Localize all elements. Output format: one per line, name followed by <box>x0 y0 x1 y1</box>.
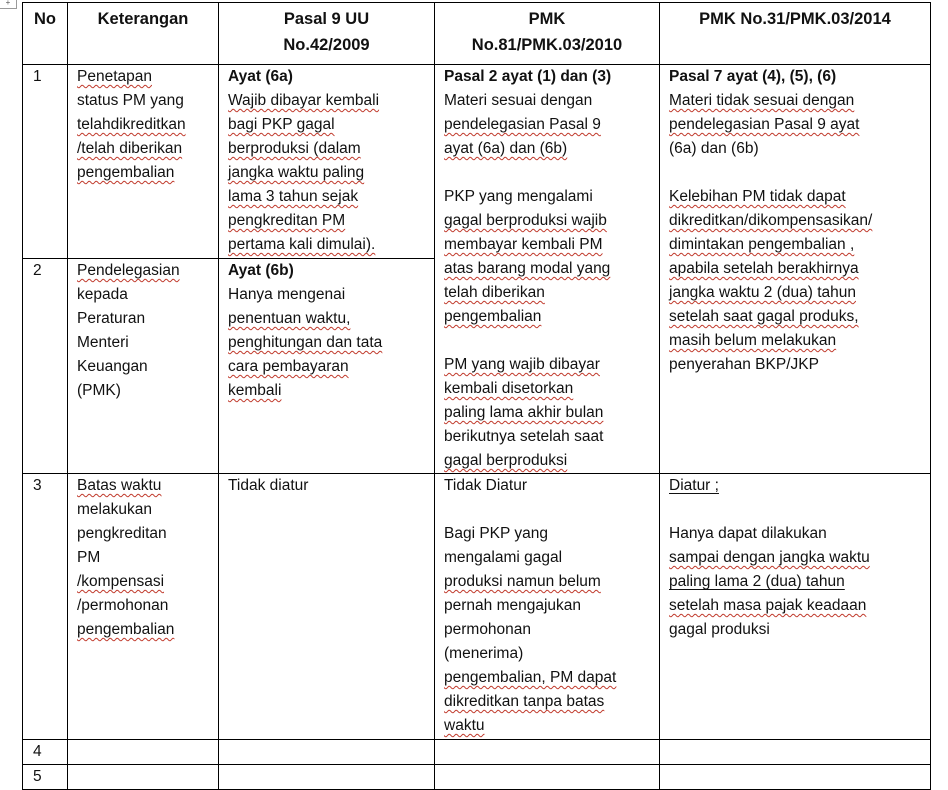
empty-cell <box>219 740 435 765</box>
pmk81-line: berikutnya setelah saat <box>444 428 604 445</box>
header-pasal9-line: Pasal 9 UU <box>283 10 370 28</box>
empty-cell <box>219 765 435 790</box>
pmk81-line: PKP yang mengalami <box>444 188 593 205</box>
table-row <box>23 765 931 790</box>
pasal9-line: Wajib dibayar kembali <box>228 92 380 109</box>
empty-cell <box>68 740 219 765</box>
pmk81-line: pengembalian, PM dapat <box>444 669 617 686</box>
row-number: 3 <box>23 474 68 740</box>
pmk31-line: Materi tidak sesuai dengan <box>669 92 855 109</box>
pasal9-cell <box>219 474 435 740</box>
pmk81-line: ayat (6a) dan (6b) <box>444 140 568 157</box>
pmk31-line: Kelebihan PM tidak dapat <box>669 188 846 205</box>
table-row <box>23 474 931 740</box>
pasal9-line: pertama kali dimulai). <box>228 236 376 253</box>
keterangan-line: Keuangan <box>77 357 148 375</box>
pmk81-line: telah diberikan <box>444 284 545 301</box>
pmk81-line: atas barang modal yang <box>444 260 611 277</box>
pmk31-line: (6a) dan (6b) <box>669 140 759 157</box>
pasal9-cell <box>219 65 435 259</box>
pmk31-title: Pasal 7 ayat (4), (5), (6) <box>669 68 837 85</box>
pmk31-line: setelah masa pajak keadaan <box>669 597 867 614</box>
pasal9-line: lama 3 tahun sejak <box>228 188 359 205</box>
keterangan-line: Pendelegasian <box>77 261 180 279</box>
pasal9-line: penentuan waktu, <box>228 309 351 327</box>
header-pmk31: PMK No.31/PMK.03/2014 <box>660 3 931 65</box>
pmk81-line: paling lama akhir bulan <box>444 404 604 421</box>
pmk81-title: Tidak Diatur <box>444 477 527 494</box>
pasal9-line: Hanya mengenai <box>228 285 346 303</box>
pmk31-cell <box>660 65 931 474</box>
pmk31-line: gagal produksi <box>669 621 770 638</box>
header-keterangan: Keterangan <box>68 3 219 65</box>
pasal9-line: kembali <box>228 381 282 399</box>
empty-cell <box>660 765 931 790</box>
pmk81-line: pengembalian <box>444 308 542 325</box>
pmk81-line: gagal berproduksi wajib <box>444 212 607 229</box>
pmk31-line: pendelegasian Pasal 9 ayat <box>669 116 860 133</box>
header-pmk81 <box>435 3 660 65</box>
header-pmk81-line: PMK <box>528 10 566 28</box>
pasal9-line: jangka waktu paling <box>228 164 365 181</box>
pmk81-line: pernah mengajukan <box>444 597 582 614</box>
pasal9-cell <box>219 258 435 473</box>
pasal9-line: penghitungan dan tata <box>228 333 383 351</box>
keterangan-line: status PM yang <box>77 92 184 109</box>
pmk81-line: Materi sesuai dengan <box>444 92 593 109</box>
header-pasal9 <box>219 3 435 65</box>
pasal9-title: Ayat (6b) <box>228 261 294 279</box>
pmk81-cell <box>435 474 660 740</box>
keterangan-line: melakukan <box>77 501 152 518</box>
pasal9-title: Ayat (6a) <box>228 68 293 85</box>
pmk31-cell <box>660 474 931 740</box>
pmk31-line: paling lama 2 (dua) tahun <box>669 573 845 590</box>
row-number: 5 <box>23 765 68 790</box>
keterangan-line: Peraturan <box>77 309 146 327</box>
pmk81-line: gagal berproduksi <box>444 452 568 469</box>
pasal9-line: berproduksi (dalam <box>228 140 361 157</box>
pmk31-line: apabila setelah berakhirnya <box>669 260 859 277</box>
empty-cell <box>435 765 660 790</box>
keterangan-line: kepada <box>77 285 128 303</box>
pasal9-line: cara pembayaran <box>228 357 349 375</box>
pmk31-line: masih belum melakukan <box>669 332 837 349</box>
header-pasal9-line: No.42/2009 <box>283 36 370 54</box>
pmk31-line: jangka waktu 2 (dua) tahun <box>669 284 856 301</box>
row-number: 1 <box>23 65 68 259</box>
empty-cell <box>68 765 219 790</box>
pasal9-line: bagi PKP gagal <box>228 116 335 133</box>
pmk31-line: Hanya dapat dilakukan <box>669 525 827 542</box>
pasal9-line: Tidak diatur <box>228 477 309 494</box>
row-number: 2 <box>23 258 68 473</box>
keterangan-line: /telah diberikan <box>77 140 183 157</box>
pmk31-line: setelah saat gagal produks, <box>669 308 859 325</box>
pmk31-line: sampai dengan jangka waktu <box>669 549 870 566</box>
header-row <box>23 3 931 65</box>
keterangan-line: (PMK) <box>77 381 121 399</box>
pmk81-cell <box>435 65 660 474</box>
comparison-table <box>22 2 931 790</box>
keterangan-line: Batas waktu <box>77 477 162 494</box>
keterangan-line: telahdikreditkan <box>77 116 186 133</box>
pmk81-line: permohonan <box>444 621 532 638</box>
pmk31-line: penyerahan BKP/JKP <box>669 356 819 373</box>
keterangan-line: Menteri <box>77 333 129 351</box>
pmk81-line: pendelegasian Pasal 9 <box>444 116 601 133</box>
keterangan-cell <box>68 474 219 740</box>
pmk81-line: PM yang wajib dibayar <box>444 356 600 373</box>
keterangan-cell <box>68 65 219 259</box>
pmk81-line: kembali disetorkan <box>444 380 574 397</box>
pmk81-line: (menerima) <box>444 645 524 662</box>
table-row <box>23 740 931 765</box>
empty-cell <box>435 740 660 765</box>
pasal9-line: pengkreditan PM <box>228 212 346 229</box>
keterangan-line: pengembalian <box>77 621 175 638</box>
pmk31-title: Diatur ; <box>669 477 719 494</box>
keterangan-line: /kompensasi <box>77 573 165 590</box>
empty-cell <box>660 740 931 765</box>
keterangan-line: Penetapan <box>77 68 152 85</box>
keterangan-line: /permohonan <box>77 597 169 614</box>
table-move-handle[interactable]: + <box>0 0 17 9</box>
keterangan-line: pengkreditan <box>77 525 167 542</box>
keterangan-line: PM <box>77 549 101 566</box>
pmk31-line: dimintakan pengembalian , <box>669 236 855 253</box>
header-no: No <box>23 3 68 65</box>
table-row <box>23 65 931 259</box>
row-number: 4 <box>23 740 68 765</box>
keterangan-line: pengembalian <box>77 164 175 181</box>
pmk81-title: Pasal 2 ayat (1) dan (3) <box>444 68 612 85</box>
pmk81-line: dikreditkan tanpa batas <box>444 693 605 710</box>
keterangan-cell <box>68 258 219 473</box>
pmk81-line: Bagi PKP yang <box>444 525 548 542</box>
pmk81-line: mengalami gagal <box>444 549 563 566</box>
header-pmk81-line: No.81/PMK.03/2010 <box>471 36 623 54</box>
pmk81-line: produksi namun belum <box>444 573 601 590</box>
pmk81-line: membayar kembali PM <box>444 236 603 253</box>
pmk31-line: dikreditkan/dikompensasikan/ <box>669 212 873 229</box>
pmk81-line: waktu <box>444 717 485 734</box>
